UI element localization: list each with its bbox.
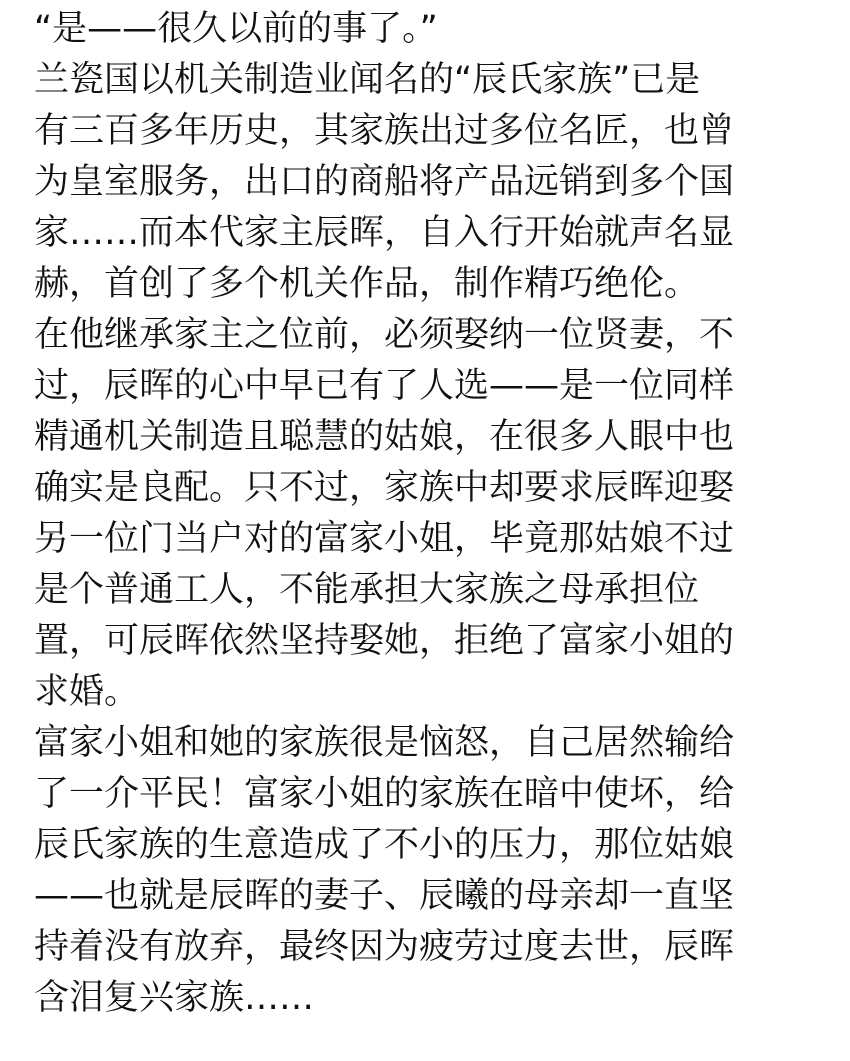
text-line: 家……而本代家主辰晖，自入行开始就声名显 <box>34 213 735 253</box>
text-line: 在他继承家主之位前，必须娶纳一位贤妻，不 <box>34 315 735 355</box>
text-line: 有三百多年历史，其家族出过多位名匠，也曾 <box>34 111 735 151</box>
text-line: 含泪复兴家族…… <box>34 978 315 1018</box>
story-text-block <box>34 4 824 1024</box>
text-line: 为皇室服务，出口的商船将产品远销到多个国 <box>34 162 735 202</box>
text-line: 过，辰晖的心中早已有了人选——是一位同样 <box>34 366 735 406</box>
text-line: 置，可辰晖依然坚持娶她，拒绝了富家小姐的 <box>34 621 735 661</box>
text-line: 求婚。 <box>34 672 140 712</box>
text-line: 赫，首创了多个机关作品，制作精巧绝伦。 <box>34 264 700 304</box>
text-line: “是——很久以前的事了。” <box>34 9 438 49</box>
text-line: ——也就是辰晖的妻子、辰曦的母亲却一直坚 <box>34 876 735 916</box>
text-line: 持着没有放弃，最终因为疲劳过度去世，辰晖 <box>34 927 735 967</box>
text-line: 辰氏家族的生意造成了不小的压力，那位姑娘 <box>34 825 735 865</box>
text-line: 另一位门当户对的富家小姐，毕竟那姑娘不过 <box>34 519 735 559</box>
text-line: 确实是良配。只不过，家族中却要求辰晖迎娶 <box>34 468 735 508</box>
text-line: 精通机关制造且聪慧的姑娘，在很多人眼中也 <box>34 417 735 457</box>
text-line: 兰瓷国以机关制造业闻名的“辰氏家族”已是 <box>34 60 701 100</box>
text-line: 富家小姐和她的家族很是恼怒，自己居然输给 <box>34 723 735 763</box>
text-line: 了一介平民！富家小姐的家族在暗中使坏，给 <box>34 774 735 814</box>
text-line: 是个普通工人，不能承担大家族之母承担位 <box>34 570 700 610</box>
